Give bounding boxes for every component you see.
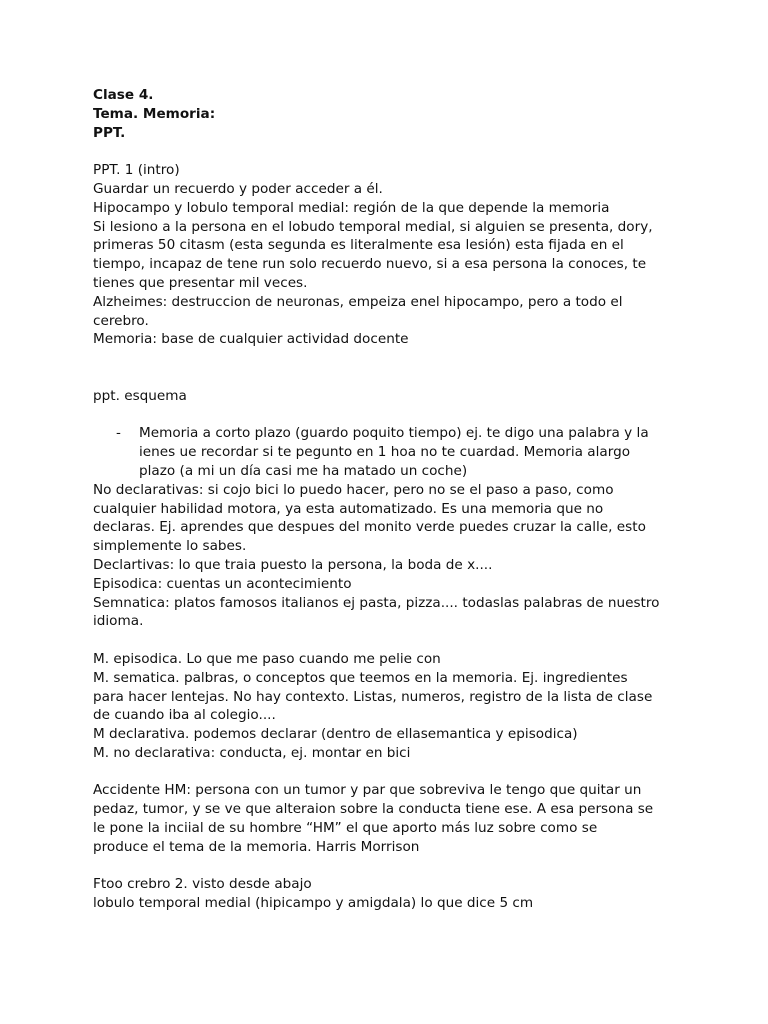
topic-title: Tema. Memoria:: [93, 105, 216, 122]
photo-section: [93, 875, 683, 913]
spacer: [93, 763, 683, 782]
intro-line: Memoria: base de cualquier actividad docente: [93, 331, 409, 348]
spacer: [93, 406, 683, 425]
intro-line: tiempo, incapaz de tene run solo recuerdo nuevo, si a esa persona la conoces, te: [93, 256, 647, 273]
photo-line: Ftoo crebro 2. visto desde abajo: [93, 876, 312, 893]
bullet-line: ienes ue recordar si te pegunto en 1 hoa no te cuardad. Memoria alargo: [139, 444, 631, 461]
bullet-line: plazo (a mi un día casi me ha matado un coche): [139, 462, 468, 479]
esquema-line: No declarativas: si cojo bici lo puedo hacer, pero no se el paso a paso, como: [93, 481, 614, 498]
accident-section: [93, 781, 683, 856]
esquema-line: cualquier habilidad motora, ya esta automatizado. Es una memoria que no: [93, 500, 604, 517]
intro-line: tienes que presentar mil veces.: [93, 274, 308, 291]
spacer: [93, 349, 683, 387]
esquema-line: simplemente lo sabes.: [93, 538, 247, 555]
esquema-line: Declartivas: lo que traia puesto la persona, la boda de x....: [93, 556, 493, 573]
memory-type-line: M. no declarativa: conducta, ej. montar en bici: [93, 744, 411, 761]
accident-line: Accidente HM: persona con un tumor y par que sobreviva le tengo que quitar un: [93, 782, 642, 799]
esquema-line: declaras. Ej. aprendes que despues del monito verde puedes cruzar la calle, esto: [93, 519, 646, 536]
bullet-list-item: [93, 424, 683, 480]
memory-types-section: [93, 650, 683, 763]
memory-type-line: M. episodica. Lo que me paso cuando me pelie con: [93, 650, 441, 667]
intro-line: Guardar un recuerdo y poder acceder a él.: [93, 180, 383, 197]
esquema-section: [93, 481, 683, 631]
intro-line: primeras 50 citasm (esta segunda es literalmente esa lesión) esta fijada en el: [93, 237, 624, 254]
spacer: [93, 142, 683, 161]
memory-type-line: de cuando iba al colegio....: [93, 707, 276, 724]
spacer: [93, 631, 683, 650]
intro-section: [93, 161, 683, 349]
document-header: [93, 86, 683, 142]
memory-type-line: M declarativa. podemos declarar (dentro de ellasemantica y episodica): [93, 726, 578, 743]
memory-type-line: M. sematica. palbras, o conceptos que teemos en la memoria. Ej. ingredientes: [93, 669, 628, 686]
ppt-label: PPT.: [93, 124, 126, 141]
intro-line: Alzheimes: destruccion de neuronas, empeiza enel hipocampo, pero a todo el: [93, 293, 623, 310]
accident-line: le pone la inciial de su hombre “HM” el que aporto más luz sobre como se: [93, 820, 598, 837]
bullet-line: Memoria a corto plazo (guardo poquito tiempo) ej. te digo una palabra y la: [139, 425, 649, 442]
memory-type-line: para hacer lentejas. No hay contexto. Listas, numeros, registro de la lista de clase: [93, 688, 653, 705]
esquema-line: Episodica: cuentas un acontecimiento: [93, 575, 352, 592]
esquema-line: Semnatica: platos famosos italianos ej pasta, pizza.... todaslas palabras de nuestro: [93, 594, 660, 611]
accident-line: pedaz, tumor, y se ve que alteraion sobre la conducta tiene ese. A esa persona se: [93, 801, 654, 818]
intro-line: PPT. 1 (intro): [93, 162, 180, 179]
photo-line: lobulo temporal medial (hipicampo y amigdala) lo que dice 5 cm: [93, 895, 534, 912]
intro-line: Si lesiono a la persona en el lobudo temporal medial, si alguien se presenta, dory,: [93, 218, 653, 235]
class-number: Clase 4.: [93, 87, 154, 103]
esquema-title: ppt. esquema: [93, 387, 187, 404]
esquema-line: idioma.: [93, 613, 144, 630]
spacer: [93, 857, 683, 876]
bullet-dash: -: [116, 425, 121, 442]
document-page: [93, 86, 683, 913]
intro-line: cerebro.: [93, 312, 149, 329]
accident-line: produce el tema de la memoria. Harris Morrison: [93, 838, 420, 855]
intro-line: Hipocampo y lobulo temporal medial: región de la que depende la memoria: [93, 199, 610, 216]
